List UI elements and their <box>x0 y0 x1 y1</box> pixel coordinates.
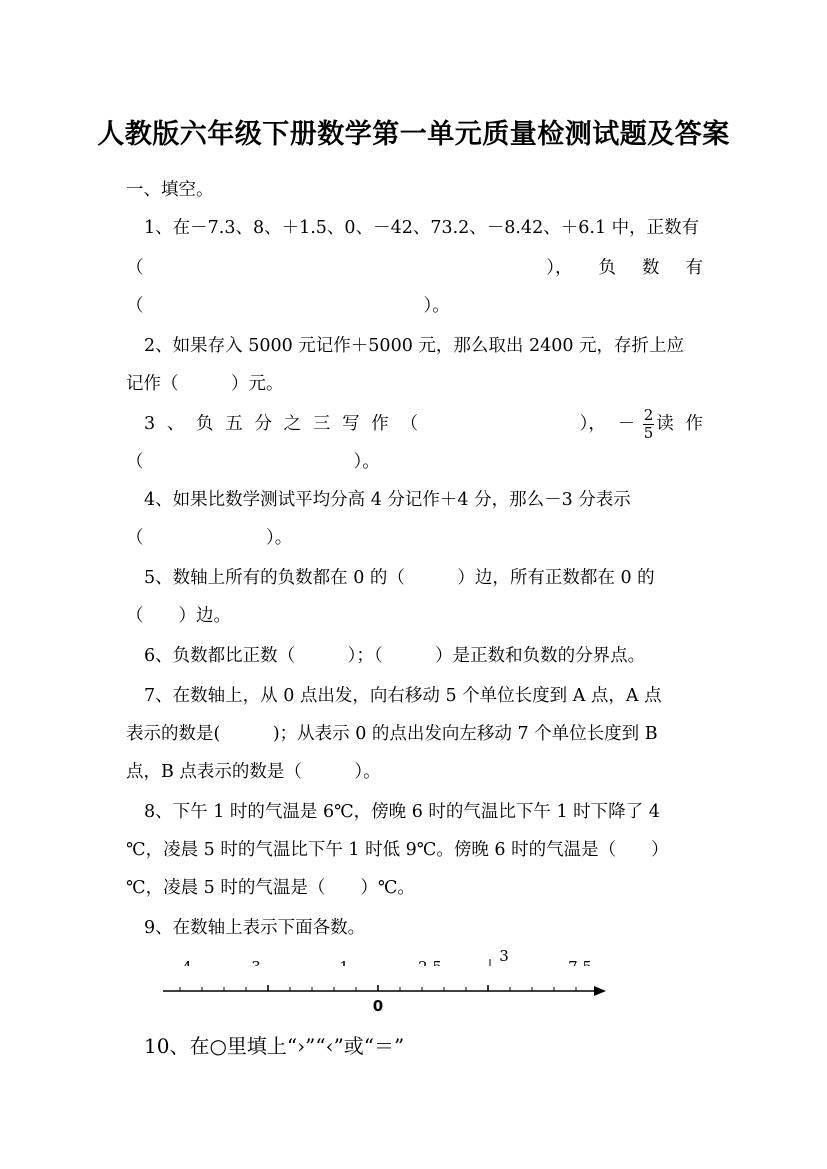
q3-char-7: 作 <box>371 414 389 434</box>
q2-line-1: 2、如果存入 5000 元记作＋5000 元，那么取出 2400 元，存折上应 <box>144 336 685 356</box>
section-heading: 一、填空。 <box>126 180 214 200</box>
q6-line-1: 6、负数都比正数（ ）；（ ）是正数和负数的分界点。 <box>144 646 646 666</box>
q3-fraction-numerator: 2 <box>643 406 654 424</box>
number-line-arrow <box>594 986 606 996</box>
q1-word-3: 有 <box>685 258 703 278</box>
q1-line-3: （ ）。 <box>126 296 450 316</box>
q3-open-paren: （ <box>400 414 418 434</box>
q4-line-2: （ ）。 <box>126 528 293 548</box>
q3-number: 3 <box>144 414 156 434</box>
q3-char-6: 写 <box>342 414 360 434</box>
q3-sep: 、 <box>166 414 185 434</box>
q3-char-2: 五 <box>225 414 243 434</box>
q3-line-2: （ ）。 <box>126 452 380 472</box>
page-title: 人教版六年级下册数学第一单元质量检测试题及答案 <box>97 119 730 150</box>
q3-char-1: 负 <box>196 414 214 434</box>
q3-char-4: 之 <box>283 414 302 434</box>
q5-line-2: （ ）边。 <box>126 606 231 626</box>
q4-line-1: 4、如果比数学测试平均分高 4 分记作＋4 分，那么－3 分表示 <box>144 490 631 510</box>
q10-line-1: 10、在○里填上“›”“‹”或“＝” <box>144 1034 405 1058</box>
q3-char-3: 分 <box>254 414 272 434</box>
q1-close-paren: ）， <box>546 258 573 278</box>
q2-line-2: 记作（ ）元。 <box>126 374 284 394</box>
q5-line-1: 5、数轴上所有的负数都在 0 的（ ）边，所有正数都在 0 的 <box>144 568 655 588</box>
number-line-zero-label: 0 <box>372 997 384 1015</box>
q7-line-3: 点，B 点表示的数是（ ）。 <box>126 762 381 782</box>
number-line-labels <box>160 947 610 980</box>
q7-line-1: 7、在数轴上，从 0 点出发，向右移动 5 个单位长度到 A 点，A 点 <box>144 686 662 706</box>
q8-line-3: ℃，凌晨 5 时的气温是（ ）℃。 <box>126 878 415 898</box>
q3-char-9: 作 <box>685 414 703 434</box>
q8-line-2: ℃，凌晨 5 时的气温比下午 1 时低 9℃。傍晚 6 时的气温是（ ） <box>126 840 669 860</box>
q1-open-paren: （ <box>126 258 144 278</box>
number-line-ticks <box>180 985 576 991</box>
q9-line-1: 9、在数轴上表示下面各数。 <box>144 918 366 938</box>
q3-char-8: 读 <box>656 414 674 434</box>
q3-minus: － <box>617 414 636 434</box>
q8-line-1: 8、下午 1 时的气温是 6℃，傍晚 6 时的气温比下午 1 时下降了 4 <box>144 802 660 822</box>
q3-char-5: 三 <box>312 414 331 434</box>
q7-line-2: 表示的数是( )；从表示 0 的点出发向左移动 7 个单位长度到 B <box>126 724 658 744</box>
q1-line-1: 1、在－7.3、8、＋1.5、0、－42、73.2、－8.42、＋6.1 中，正数有 <box>144 218 700 238</box>
number-line-label-crop <box>160 966 610 980</box>
q1-word-2: 数 <box>642 258 660 278</box>
q3-close-paren: ）， <box>579 414 606 434</box>
number-line-label: 3 <box>499 947 509 965</box>
q1-word-1: 负 <box>598 258 616 278</box>
q3-fraction-denominator: 5 <box>643 424 654 442</box>
